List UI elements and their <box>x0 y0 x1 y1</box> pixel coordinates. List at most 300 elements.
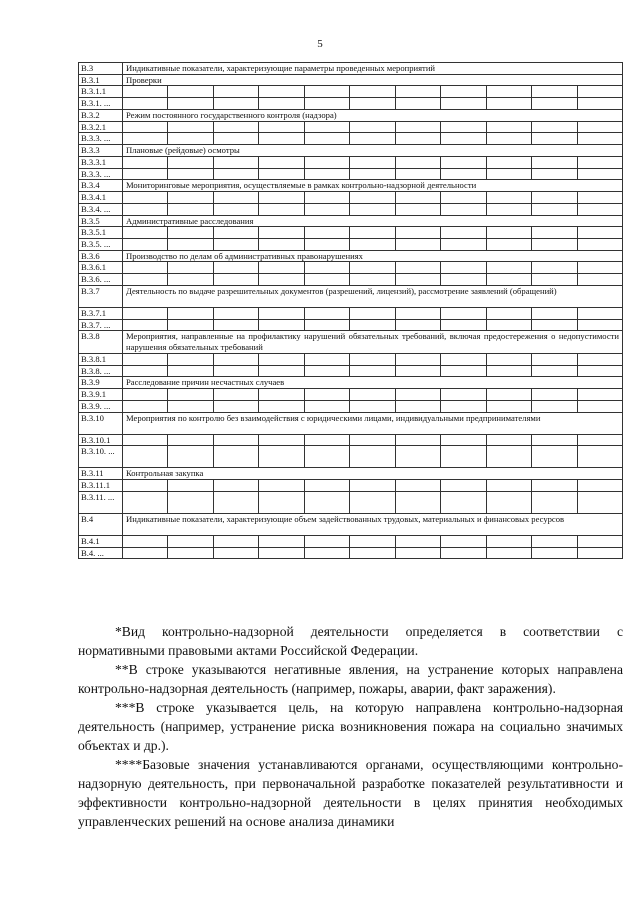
empty-cell <box>350 262 395 274</box>
empty-cell <box>350 535 395 547</box>
empty-cell <box>532 133 577 145</box>
empty-cell <box>259 133 304 145</box>
empty-cell <box>532 274 577 286</box>
empty-cell <box>304 535 349 547</box>
empty-cell <box>123 156 168 168</box>
empty-cell <box>395 168 440 180</box>
row-code: B.3.6 <box>79 250 123 262</box>
empty-cell <box>259 156 304 168</box>
row-code: B.3.8. ... <box>79 365 123 377</box>
empty-cell <box>213 239 258 251</box>
empty-cell <box>168 98 213 110</box>
empty-cell <box>304 156 349 168</box>
empty-cell <box>395 547 440 559</box>
empty-cell <box>304 434 349 446</box>
row-code: B.3.4 <box>79 180 123 192</box>
empty-cell <box>123 535 168 547</box>
empty-cell <box>259 389 304 401</box>
empty-cell <box>395 319 440 331</box>
empty-cell <box>395 133 440 145</box>
empty-cell <box>486 491 531 513</box>
row-title: Индикативные показатели, характеризующие параметры проведенных мероприятий <box>123 63 623 75</box>
empty-cell <box>304 227 349 239</box>
empty-cell <box>486 203 531 215</box>
empty-cell <box>532 535 577 547</box>
empty-cell <box>441 353 486 365</box>
empty-cell <box>213 192 258 204</box>
row-code: B.4. ... <box>79 547 123 559</box>
empty-cell <box>304 491 349 513</box>
row-title: Режим постоянного государственного контроля (надзора) <box>123 109 623 121</box>
empty-cell <box>259 203 304 215</box>
row-title: Проверки <box>123 74 623 86</box>
empty-cell <box>168 365 213 377</box>
empty-cell <box>350 86 395 98</box>
empty-cell <box>532 480 577 492</box>
empty-cell <box>577 156 622 168</box>
empty-cell <box>168 307 213 319</box>
empty-cell <box>577 203 622 215</box>
empty-cell <box>350 121 395 133</box>
empty-cell <box>259 274 304 286</box>
empty-cell <box>213 389 258 401</box>
empty-cell <box>168 400 213 412</box>
empty-cell <box>577 121 622 133</box>
empty-cell <box>395 307 440 319</box>
table-row <box>79 274 623 286</box>
table-row <box>79 239 623 251</box>
empty-cell <box>123 480 168 492</box>
empty-cell <box>532 389 577 401</box>
empty-cell <box>259 121 304 133</box>
empty-cell <box>304 133 349 145</box>
empty-cell <box>123 319 168 331</box>
row-code: B.3.8.1 <box>79 353 123 365</box>
empty-cell <box>486 121 531 133</box>
empty-cell <box>123 168 168 180</box>
empty-cell <box>486 274 531 286</box>
row-code: B.3.11 <box>79 468 123 480</box>
empty-cell <box>486 156 531 168</box>
row-code: B.3.9. ... <box>79 400 123 412</box>
empty-cell <box>395 434 440 446</box>
empty-cell <box>577 133 622 145</box>
empty-cell <box>304 319 349 331</box>
empty-cell <box>577 307 622 319</box>
row-code: B.3.1. ... <box>79 98 123 110</box>
empty-cell <box>395 365 440 377</box>
empty-cell <box>213 262 258 274</box>
table-row <box>79 109 623 121</box>
empty-cell <box>486 192 531 204</box>
empty-cell <box>168 434 213 446</box>
empty-cell <box>441 446 486 468</box>
empty-cell <box>441 389 486 401</box>
table-row <box>79 513 623 535</box>
empty-cell <box>395 400 440 412</box>
empty-cell <box>395 203 440 215</box>
empty-cell <box>168 156 213 168</box>
empty-cell <box>532 491 577 513</box>
empty-cell <box>123 203 168 215</box>
empty-cell <box>213 353 258 365</box>
empty-cell <box>168 319 213 331</box>
empty-cell <box>213 547 258 559</box>
empty-cell <box>123 121 168 133</box>
empty-cell <box>168 535 213 547</box>
empty-cell <box>213 400 258 412</box>
empty-cell <box>395 86 440 98</box>
row-code: B.3.3.1 <box>79 156 123 168</box>
row-code: B.4 <box>79 513 123 535</box>
empty-cell <box>304 274 349 286</box>
empty-cell <box>532 365 577 377</box>
table-row <box>79 227 623 239</box>
empty-cell <box>486 262 531 274</box>
empty-cell <box>486 535 531 547</box>
row-title: Деятельность по выдаче разрешительных документов (разрешений, лицензий), рассмотрение заявлений (обращений) <box>123 285 623 307</box>
empty-cell <box>577 262 622 274</box>
empty-cell <box>532 262 577 274</box>
row-code: B.3.4.1 <box>79 192 123 204</box>
empty-cell <box>259 168 304 180</box>
empty-cell <box>168 86 213 98</box>
empty-cell <box>577 491 622 513</box>
table-row <box>79 412 623 434</box>
table-row <box>79 547 623 559</box>
row-code: B.4.1 <box>79 535 123 547</box>
empty-cell <box>532 547 577 559</box>
table-row <box>79 377 623 389</box>
empty-cell <box>486 98 531 110</box>
empty-cell <box>213 156 258 168</box>
empty-cell <box>350 400 395 412</box>
empty-cell <box>486 307 531 319</box>
empty-cell <box>441 400 486 412</box>
empty-cell <box>123 262 168 274</box>
empty-cell <box>532 353 577 365</box>
footnote-4: ****Базовые значения устанавливаются органами, осуществляющими контрольно-надзорную деятельность, при первоначальной разработке показателей результативности и эффективности контрольно-надзорной деятельности в целях принятия необходимых управленческих решений на основе анализа динамики <box>78 757 623 829</box>
empty-cell <box>213 121 258 133</box>
empty-cell <box>259 239 304 251</box>
empty-cell <box>441 307 486 319</box>
empty-cell <box>213 319 258 331</box>
row-code: B.3.6.1 <box>79 262 123 274</box>
table-row <box>79 156 623 168</box>
row-title: Расследование причин несчастных случаев <box>123 377 623 389</box>
empty-cell <box>441 319 486 331</box>
empty-cell <box>486 389 531 401</box>
empty-cell <box>441 491 486 513</box>
table-row <box>79 446 623 468</box>
empty-cell <box>123 491 168 513</box>
empty-cell <box>213 203 258 215</box>
table-row <box>79 63 623 75</box>
table-row <box>79 353 623 365</box>
table-row <box>79 468 623 480</box>
row-code: B.3.7. ... <box>79 319 123 331</box>
table-row <box>79 168 623 180</box>
row-code: B.3.10 <box>79 412 123 434</box>
table-row <box>79 480 623 492</box>
empty-cell <box>577 239 622 251</box>
empty-cell <box>441 535 486 547</box>
empty-cell <box>441 168 486 180</box>
empty-cell <box>532 434 577 446</box>
row-code: B.3.8 <box>79 331 123 353</box>
row-code: B.3.6. ... <box>79 274 123 286</box>
empty-cell <box>441 547 486 559</box>
empty-cell <box>532 156 577 168</box>
empty-cell <box>532 227 577 239</box>
empty-cell <box>441 239 486 251</box>
empty-cell <box>395 98 440 110</box>
empty-cell <box>259 446 304 468</box>
empty-cell <box>441 86 486 98</box>
empty-cell <box>259 400 304 412</box>
empty-cell <box>259 319 304 331</box>
empty-cell <box>304 307 349 319</box>
empty-cell <box>577 365 622 377</box>
table-row <box>79 98 623 110</box>
footnotes <box>78 622 623 831</box>
empty-cell <box>441 480 486 492</box>
row-code: B.3.5. ... <box>79 239 123 251</box>
empty-cell <box>532 239 577 251</box>
empty-cell <box>123 239 168 251</box>
empty-cell <box>486 434 531 446</box>
empty-cell <box>395 239 440 251</box>
table-row <box>79 86 623 98</box>
row-code: B.3.7.1 <box>79 307 123 319</box>
row-code: B.3.5.1 <box>79 227 123 239</box>
empty-cell <box>441 133 486 145</box>
empty-cell <box>168 389 213 401</box>
table-row <box>79 145 623 157</box>
table-row <box>79 307 623 319</box>
empty-cell <box>304 192 349 204</box>
row-code: B.3 <box>79 63 123 75</box>
empty-cell <box>577 98 622 110</box>
indicators-table-body <box>79 63 623 559</box>
empty-cell <box>350 203 395 215</box>
empty-cell <box>486 168 531 180</box>
empty-cell <box>213 491 258 513</box>
empty-cell <box>395 274 440 286</box>
empty-cell <box>395 192 440 204</box>
empty-cell <box>532 121 577 133</box>
empty-cell <box>350 133 395 145</box>
empty-cell <box>304 547 349 559</box>
empty-cell <box>532 307 577 319</box>
empty-cell <box>304 86 349 98</box>
empty-cell <box>395 480 440 492</box>
empty-cell <box>168 480 213 492</box>
empty-cell <box>259 227 304 239</box>
empty-cell <box>441 274 486 286</box>
empty-cell <box>213 434 258 446</box>
empty-cell <box>395 446 440 468</box>
row-title: Административные расследования <box>123 215 623 227</box>
empty-cell <box>350 156 395 168</box>
empty-cell <box>577 480 622 492</box>
empty-cell <box>123 365 168 377</box>
empty-cell <box>168 168 213 180</box>
empty-cell <box>168 203 213 215</box>
empty-cell <box>395 227 440 239</box>
empty-cell <box>259 491 304 513</box>
empty-cell <box>577 86 622 98</box>
empty-cell <box>259 480 304 492</box>
empty-cell <box>486 446 531 468</box>
empty-cell <box>259 86 304 98</box>
row-code: B.3.5 <box>79 215 123 227</box>
empty-cell <box>395 353 440 365</box>
empty-cell <box>350 307 395 319</box>
empty-cell <box>304 203 349 215</box>
table-row <box>79 491 623 513</box>
empty-cell <box>395 121 440 133</box>
empty-cell <box>441 192 486 204</box>
empty-cell <box>486 353 531 365</box>
empty-cell <box>486 227 531 239</box>
row-code: B.3.9 <box>79 377 123 389</box>
row-title: Контрольная закупка <box>123 468 623 480</box>
empty-cell <box>123 307 168 319</box>
empty-cell <box>123 389 168 401</box>
empty-cell <box>213 86 258 98</box>
empty-cell <box>350 480 395 492</box>
empty-cell <box>168 491 213 513</box>
table-row <box>79 74 623 86</box>
footnote-3: ***В строке указывается цель, на которую направлена контрольно-надзорная деятельность (например, устранение риска возникновения пожара на социально значимых объектах и др.). <box>78 700 623 753</box>
empty-cell <box>577 434 622 446</box>
row-title: Плановые (рейдовые) осмотры <box>123 145 623 157</box>
table-row <box>79 215 623 227</box>
empty-cell <box>304 98 349 110</box>
empty-cell <box>395 491 440 513</box>
row-title: Мероприятия, направленные на профилактику нарушений обязательных требований, включая предостережения о недопустимости нарушения обязательных требований <box>123 331 623 353</box>
empty-cell <box>350 98 395 110</box>
empty-cell <box>259 535 304 547</box>
empty-cell <box>395 156 440 168</box>
empty-cell <box>532 98 577 110</box>
row-title: Индикативные показатели, характеризующие объем задействованных трудовых, материальных и финансовых ресурсов <box>123 513 623 535</box>
empty-cell <box>168 227 213 239</box>
row-code: B.3.3. ... <box>79 168 123 180</box>
empty-cell <box>532 446 577 468</box>
empty-cell <box>486 365 531 377</box>
table-row <box>79 133 623 145</box>
empty-cell <box>532 168 577 180</box>
empty-cell <box>304 239 349 251</box>
row-code: B.3.7 <box>79 285 123 307</box>
empty-cell <box>259 262 304 274</box>
empty-cell <box>441 365 486 377</box>
empty-cell <box>532 319 577 331</box>
empty-cell <box>304 446 349 468</box>
empty-cell <box>577 547 622 559</box>
empty-cell <box>350 365 395 377</box>
table-row <box>79 535 623 547</box>
page-number: 5 <box>317 38 323 50</box>
empty-cell <box>577 227 622 239</box>
empty-cell <box>123 400 168 412</box>
table-row <box>79 250 623 262</box>
empty-cell <box>123 98 168 110</box>
row-code: B.3.3 <box>79 145 123 157</box>
empty-cell <box>441 156 486 168</box>
empty-cell <box>350 319 395 331</box>
empty-cell <box>304 121 349 133</box>
empty-cell <box>213 98 258 110</box>
empty-cell <box>213 168 258 180</box>
table-row <box>79 319 623 331</box>
empty-cell <box>577 389 622 401</box>
row-code: B.3.1 <box>79 74 123 86</box>
table-row <box>79 180 623 192</box>
empty-cell <box>213 227 258 239</box>
empty-cell <box>168 262 213 274</box>
empty-cell <box>304 168 349 180</box>
empty-cell <box>395 389 440 401</box>
table-row <box>79 203 623 215</box>
footnote-1: *Вид контрольно-надзорной деятельности определяется в соответствии с нормативными правовыми актами Российской Федерации. <box>78 624 623 658</box>
row-code: B.3.2.1 <box>79 121 123 133</box>
empty-cell <box>123 86 168 98</box>
empty-cell <box>350 491 395 513</box>
table-row <box>79 365 623 377</box>
empty-cell <box>486 319 531 331</box>
table-row <box>79 400 623 412</box>
row-title: Мероприятия по контролю без взаимодействия с юридическими лицами, индивидуальными предпринимателями <box>123 412 623 434</box>
empty-cell <box>213 480 258 492</box>
empty-cell <box>350 239 395 251</box>
empty-cell <box>577 192 622 204</box>
empty-cell <box>259 192 304 204</box>
row-code: B.3.10.1 <box>79 434 123 446</box>
empty-cell <box>123 353 168 365</box>
empty-cell <box>532 192 577 204</box>
row-title: Производство по делам об административных правонарушениях <box>123 250 623 262</box>
empty-cell <box>168 446 213 468</box>
table-row <box>79 331 623 353</box>
empty-cell <box>350 446 395 468</box>
empty-cell <box>350 168 395 180</box>
empty-cell <box>304 389 349 401</box>
row-code: B.3.4. ... <box>79 203 123 215</box>
empty-cell <box>350 192 395 204</box>
empty-cell <box>350 434 395 446</box>
empty-cell <box>577 168 622 180</box>
empty-cell <box>168 547 213 559</box>
empty-cell <box>123 227 168 239</box>
empty-cell <box>168 353 213 365</box>
row-code: B.3.9.1 <box>79 389 123 401</box>
table-row <box>79 192 623 204</box>
empty-cell <box>123 133 168 145</box>
empty-cell <box>168 239 213 251</box>
table-row <box>79 121 623 133</box>
empty-cell <box>213 365 258 377</box>
row-code: B.3.3. ... <box>79 133 123 145</box>
row-code: B.3.11. ... <box>79 491 123 513</box>
empty-cell <box>350 389 395 401</box>
empty-cell <box>486 547 531 559</box>
empty-cell <box>123 274 168 286</box>
empty-cell <box>577 400 622 412</box>
empty-cell <box>486 239 531 251</box>
